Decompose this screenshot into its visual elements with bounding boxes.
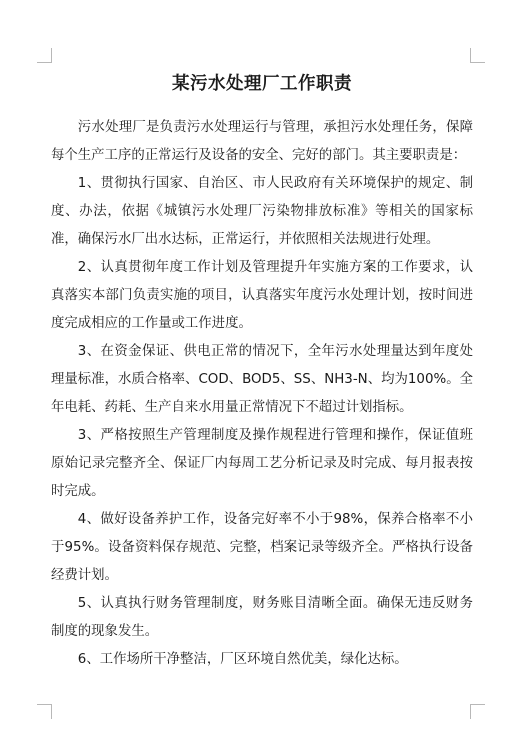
paragraph-intro: 污水处理厂是负责污水处理运行与管理，承担污水处理任务，保障每个生产工序的正常运行及设备的安全、完好的部门。其主要职责是：	[51, 120, 473, 163]
paragraph-item-3b: 3、严格按照生产管理制度及操作规程进行管理和操作，保证值班原始记录完整齐全、保证厂内每周工艺分析记录及时完成、每月报表按时完成。	[51, 428, 473, 499]
paragraph-item-5: 5、认真执行财务管理制度，财务账目清晰全面。确保无违反财务制度的现象发生。	[51, 596, 473, 639]
paragraph-item-4: 4、做好设备养护工作，设备完好率不小于98%，保养合格率不小于95%。设备资料保存规范、完整，档案记录等级齐全。严格执行设备经费计划。	[51, 512, 473, 583]
paragraph-item-2: 2、认真贯彻年度工作计划及管理提升年实施方案的工作要求，认真落实本部门负责实施的项目，认真落实年度污水处理计划，按时间进度完成相应的工作量或工作进度。	[51, 260, 473, 331]
paragraph-item-1: 1、贯彻执行国家、自治区、市人民政府有关环境保护的规定、制度、办法，依据《城镇污水处理厂污染物排放标准》等相关的国家标准，确保污水厂出水达标，正常运行，并依照相关法规进行处理。	[51, 176, 473, 247]
document-title: 某污水处理厂工作职责	[172, 74, 352, 94]
crop-mark-bottom-left	[37, 704, 52, 719]
paragraph-item-6: 6、工作场所干净整洁，厂区环境自然优美，绿化达标。	[77, 652, 408, 667]
paragraph-item-3a: 3、在资金保证、供电正常的情况下，全年污水处理量达到年度处理量标准，水质合格率、COD、BOD5、SS、NH3-N、均为100%。全年电耗、药耗、生产自来水用量正常情况下不超过计划指标。	[51, 344, 473, 415]
crop-mark-bottom-right	[470, 704, 485, 719]
crop-mark-top-left	[37, 48, 52, 63]
document-body	[51, 70, 473, 674]
crop-mark-top-right	[470, 48, 485, 63]
